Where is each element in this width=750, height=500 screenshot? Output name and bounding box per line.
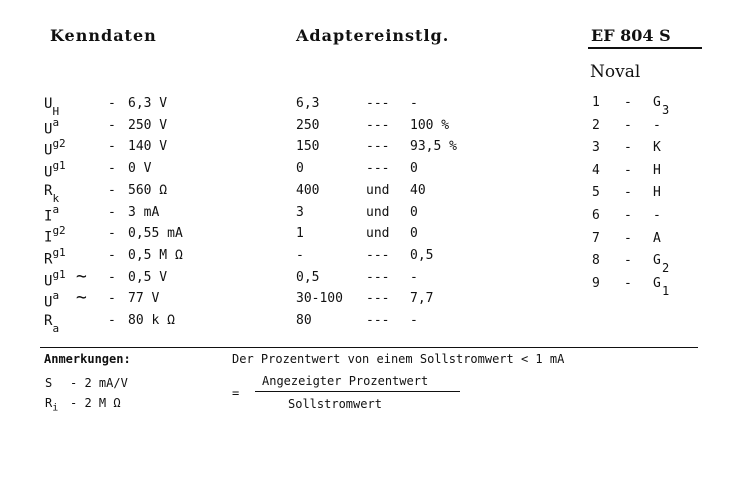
formula-fraction-line [255, 391, 460, 392]
pin-function: K [653, 140, 661, 155]
param-value: 250 V [128, 118, 168, 133]
adapter-setting-2: und [366, 205, 390, 220]
param-dash: - [108, 96, 116, 111]
formula-denominator: Sollstromwert [288, 397, 382, 411]
adapter-setting-3: 100 % [410, 118, 450, 133]
param-value: 140 V [128, 139, 168, 154]
pin-function: G [653, 276, 661, 291]
adapter-setting-1: 80 [296, 313, 312, 328]
param-symbol-letter: I [44, 229, 53, 246]
param-symbol [44, 248, 66, 268]
param-symbol [44, 270, 66, 290]
param-symbol [44, 96, 60, 118]
pin-function: H [653, 185, 661, 200]
param-symbol-letter: U [44, 294, 53, 311]
param-symbol-superscript: a [52, 289, 60, 302]
ac-tilde-icon: ∼ [76, 266, 87, 287]
adapter-setting-2: und [366, 226, 390, 241]
tube-title-underline [588, 47, 702, 49]
pin-number: 3 [592, 140, 600, 155]
pin-function: A [653, 231, 661, 246]
adapter-setting-3: 0 [410, 161, 418, 176]
ac-tilde-icon: ∼ [76, 287, 87, 308]
param-symbol-letter: U [44, 121, 53, 138]
pin-number: 9 [592, 276, 600, 291]
adapter-setting-1: - [296, 248, 304, 263]
param-value: 560 Ω [128, 183, 168, 198]
note-ri-symbol [45, 396, 58, 413]
pin-function-subscript: 2 [662, 261, 670, 275]
adapter-setting-3: 40 [410, 183, 426, 198]
param-symbol-superscript: g1 [52, 246, 66, 259]
param-symbol [44, 205, 59, 225]
adapter-setting-3: 0 [410, 205, 418, 220]
pin-dash: - [624, 118, 632, 133]
pin-number: 6 [592, 208, 600, 223]
adapter-setting-2: --- [366, 96, 390, 111]
pin-dash: - [624, 140, 632, 155]
adapter-setting-3: - [410, 270, 418, 285]
percent-explanation: Der Prozentwert von einem Sollstromwert < 1 mA [232, 352, 565, 366]
pin-dash: - [624, 163, 632, 178]
param-dash: - [108, 139, 116, 154]
note-ri-value: - 2 M Ω [70, 396, 121, 410]
adapter-setting-1: 1 [296, 226, 304, 241]
pin-number: 7 [592, 231, 600, 246]
param-symbol-letter: U [44, 142, 53, 159]
formula-numerator: Angezeigter Prozentwert [262, 374, 429, 388]
pin-number: 8 [592, 253, 600, 268]
adapter-setting-2: --- [366, 291, 390, 306]
note-ri-subscript: i [52, 402, 59, 414]
adapter-setting-1: 400 [296, 183, 320, 198]
param-dash: - [108, 226, 116, 241]
param-symbol-letter: R [44, 251, 53, 268]
pin-function-subscript: 3 [662, 103, 670, 117]
param-value: 80 k Ω [128, 313, 175, 328]
pin-number: 5 [592, 185, 600, 200]
adapter-setting-3: - [410, 96, 418, 111]
adapter-setting-1: 250 [296, 118, 320, 133]
pin-number: 1 [592, 95, 600, 110]
pin-dash: - [624, 185, 632, 200]
param-value: 0,55 mA [128, 226, 183, 241]
param-symbol-subscript: H [52, 104, 60, 118]
pin-number: 2 [592, 118, 600, 133]
adapter-setting-1: 150 [296, 139, 320, 154]
param-symbol [44, 291, 59, 311]
param-symbol [44, 183, 60, 205]
adapter-setting-3: 0 [410, 226, 418, 241]
formula-equals: = [232, 386, 240, 400]
param-value: 77 V [128, 291, 160, 306]
param-symbol-subscript: k [52, 191, 60, 205]
pin-dash: - [624, 95, 632, 110]
adapter-setting-1: 0 [296, 161, 304, 176]
param-dash: - [108, 118, 116, 133]
param-symbol-letter: R [44, 313, 53, 329]
pin-function: G [653, 95, 661, 110]
param-dash: - [108, 291, 116, 306]
param-dash: - [108, 161, 116, 176]
adapter-setting-2: und [366, 183, 390, 198]
param-dash: - [108, 313, 116, 328]
adapter-heading: Adaptereinstlg. [296, 26, 450, 45]
kenndaten-heading: Kenndaten [50, 26, 157, 45]
param-symbol-superscript: a [52, 116, 60, 129]
param-symbol-superscript: g2 [52, 137, 66, 150]
pin-function-subscript: 1 [662, 284, 670, 298]
param-symbol-superscript: a [52, 203, 60, 216]
param-symbol-letter: U [44, 164, 53, 181]
param-symbol-superscript: g1 [52, 159, 66, 172]
param-symbol [44, 161, 66, 181]
param-dash: - [108, 183, 116, 198]
adapter-setting-2: --- [366, 313, 390, 328]
adapter-setting-2: --- [366, 248, 390, 263]
adapter-setting-2: --- [366, 118, 390, 133]
notes-separator [40, 347, 698, 348]
param-symbol-subscript: a [52, 321, 60, 335]
adapter-setting-2: --- [366, 139, 390, 154]
notes-heading: Anmerkungen: [44, 352, 131, 366]
param-symbol-superscript: g1 [52, 268, 66, 281]
adapter-setting-3: 93,5 % [410, 139, 457, 154]
adapter-setting-3: 7,7 [410, 291, 434, 306]
pin-dash: - [624, 231, 632, 246]
pin-dash: - [624, 208, 632, 223]
adapter-setting-3: - [410, 313, 418, 328]
note-s-value: - 2 mA/V [70, 376, 128, 390]
param-dash: - [108, 248, 116, 263]
param-symbol-letter: R [44, 183, 53, 199]
note-ri-letter: R [45, 396, 53, 410]
param-value: 0,5 M Ω [128, 248, 183, 263]
adapter-setting-1: 3 [296, 205, 304, 220]
adapter-setting-1: 30-100 [296, 291, 343, 306]
pin-function: G [653, 253, 661, 268]
tube-type-title: EF 804 S [591, 26, 671, 45]
param-value: 3 mA [128, 205, 160, 220]
adapter-setting-3: 0,5 [410, 248, 434, 263]
param-dash: - [108, 270, 116, 285]
param-symbol-letter: I [44, 208, 53, 225]
param-value: 0 V [128, 161, 152, 176]
param-symbol [44, 118, 59, 138]
param-symbol [44, 313, 60, 335]
adapter-setting-2: --- [366, 161, 390, 176]
param-value: 0,5 V [128, 270, 168, 285]
param-symbol [44, 139, 66, 159]
adapter-setting-2: --- [366, 270, 390, 285]
adapter-setting-1: 6,3 [296, 96, 320, 111]
pin-function: - [653, 208, 661, 223]
pin-function: - [653, 118, 661, 133]
pin-function: H [653, 163, 661, 178]
param-symbol-superscript: g2 [52, 224, 66, 237]
param-value: 6,3 V [128, 96, 168, 111]
base-type-label: Noval [590, 62, 641, 82]
param-symbol-letter: U [44, 96, 53, 112]
pin-number: 4 [592, 163, 600, 178]
adapter-setting-1: 0,5 [296, 270, 320, 285]
pin-dash: - [624, 276, 632, 291]
note-s-symbol: S [45, 376, 53, 390]
param-symbol-letter: U [44, 273, 53, 290]
param-symbol [44, 226, 66, 246]
param-dash: - [108, 205, 116, 220]
pin-dash: - [624, 253, 632, 268]
